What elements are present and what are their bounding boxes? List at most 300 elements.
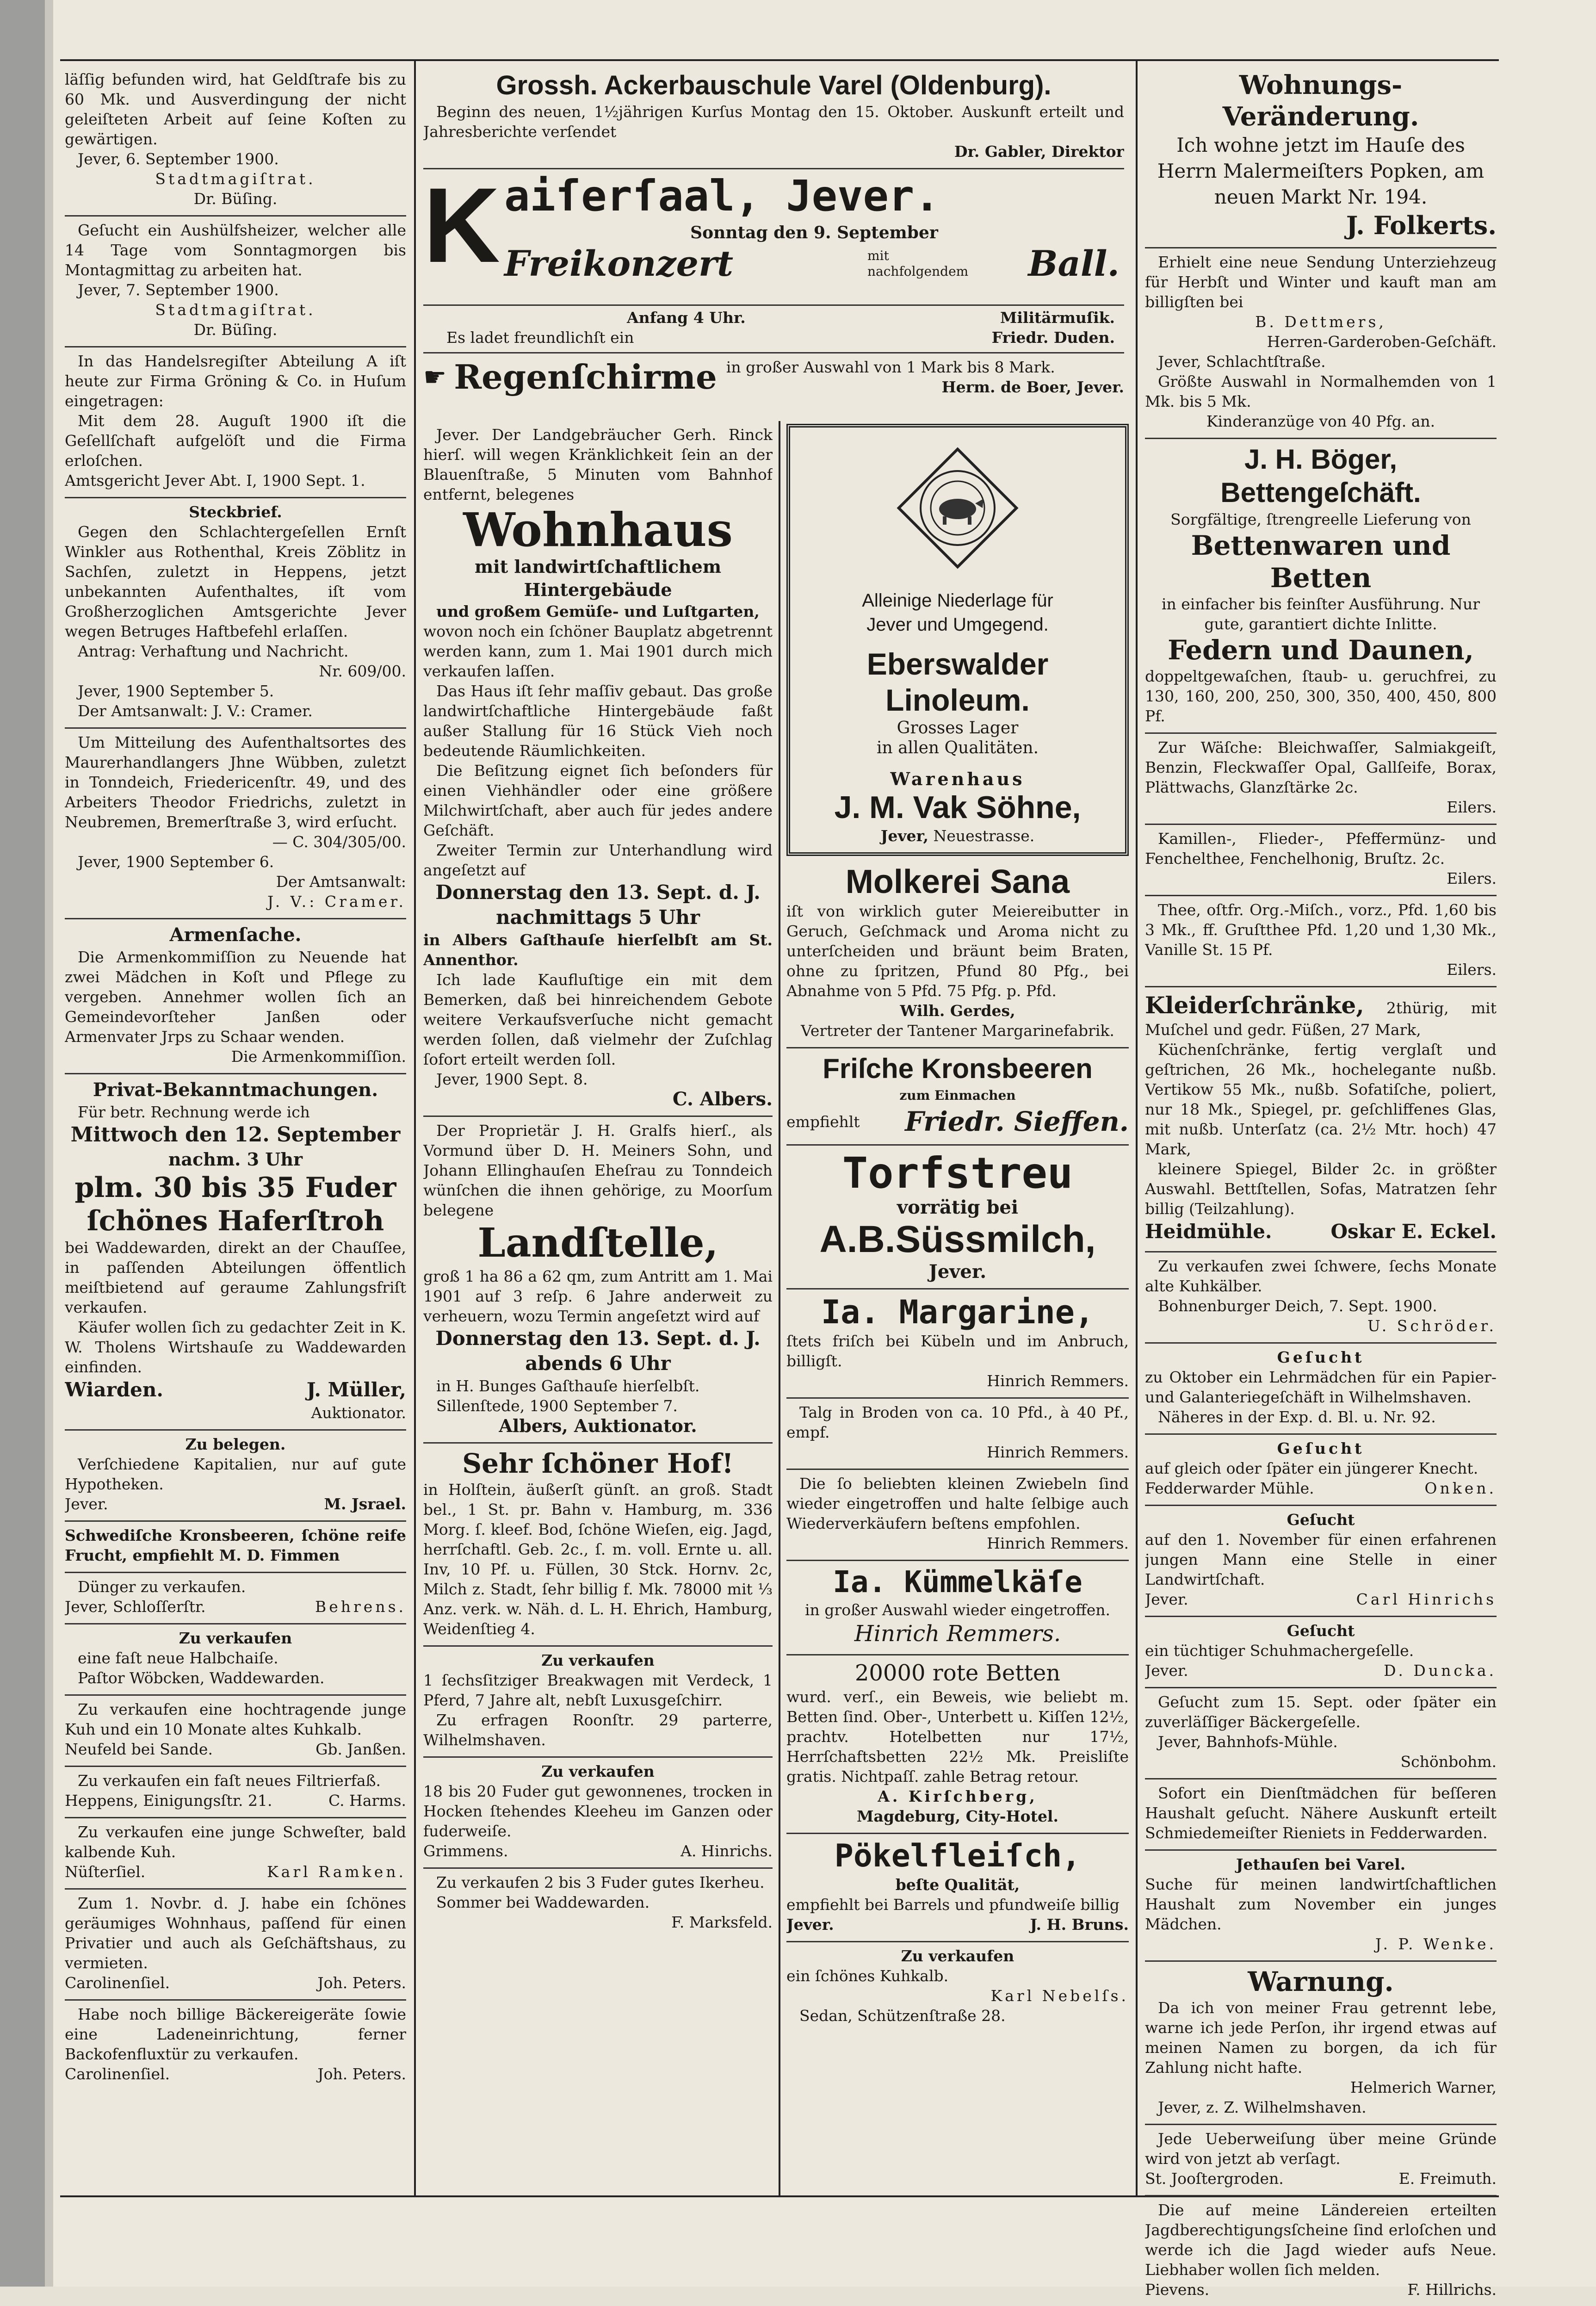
ad-headline: Sehr ſchöner Hof! xyxy=(462,1448,734,1479)
ad-headline: Linoleum. xyxy=(885,683,1030,717)
notice-signature: Amtsgericht Jever Abt. I, 1900 Sept. 1. xyxy=(65,471,365,490)
ad-haferstroh xyxy=(65,1074,406,1431)
ad-text: Geſucht zum 15. Sept. oder ſpäter ein zuverläſſiger Bäckergeſelle. xyxy=(1145,1693,1497,1731)
ad-name: J. H. Bruns. xyxy=(1030,1915,1129,1934)
ad-place: Jever, z. Z. Wilhelmshaven. xyxy=(1158,2098,1367,2116)
ad-text: Ich lade Kaufluſtige ein mit dem Bemerken, daß bei hinreichendem Gebote weitere Verkaufsverſuche nicht gemacht werden ſollen, daß vielmehr der Zuſchlag ſofort erteilt werden ſoll. xyxy=(423,971,773,1068)
ad-place: Pievens. xyxy=(1145,2281,1210,2299)
ad-signature-row xyxy=(65,1791,406,1810)
ad-headline: J. M. Vak Söhne, xyxy=(834,790,1081,825)
notice-date: Jever, 1900 September 6. xyxy=(78,853,274,871)
ad-headline: Pökelfleiſch, xyxy=(834,1838,1081,1874)
ad-signature-row xyxy=(1145,1478,1497,1498)
ad-text: zu Oktober ein Lehrmädchen für ein Papier- und Galanteriegeſchäft in Wilhelmshaven. xyxy=(1145,1368,1497,1406)
ad-place: Jever, Schlachtſtraße. xyxy=(1158,353,1326,371)
ad-time: nachm. 3 Uhr xyxy=(168,1149,303,1170)
ad-name: F. Hillrichs. xyxy=(1407,2281,1497,2299)
ad-text: Warenhaus xyxy=(890,769,1025,789)
ad-details xyxy=(726,357,1124,397)
ad-place: Jever, xyxy=(880,827,929,845)
ad-signature-row xyxy=(786,1105,1129,1138)
ad-kaisersaal-details xyxy=(423,306,1124,328)
ad-name: C. Harms. xyxy=(328,1791,406,1810)
ad-text: Das Haus iſt ſehr maſſiv gebaut. Das große landwirtſchaftliche Hintergebäude faßt außer Stallung für 16 Stück Vieh noch bedeutende Räumlichkeiten. xyxy=(423,682,773,760)
ad-kaisersaal xyxy=(423,166,1124,306)
ad-text: eine faſt neue Halbchaiſe. xyxy=(78,1649,278,1667)
ad-signature: Herm. de Boer, Jever. xyxy=(941,378,1124,396)
top-rule xyxy=(60,59,1499,61)
ad-text: groß 1 ha 86 a 62 qm, zum Antritt am 1. Mai 1901 auf 3 reſp. 6 Jahre anderweit zu verheuern, wozu Termin angeſetzt wird auf xyxy=(423,1267,773,1325)
ad-signature-row xyxy=(65,1862,406,1882)
ad-name: Oskar E. Eckel. xyxy=(1330,1220,1497,1243)
ad-text: Erhielt eine neue Sendung Unterziehzeug für Herbſt und Winter und kauft man am billigſten bei xyxy=(1145,253,1497,311)
column-2-top xyxy=(423,66,1124,403)
ad-headline: Eberswalder xyxy=(866,647,1049,681)
notice-signature: Dr. Büſing. xyxy=(193,321,278,339)
column-rule xyxy=(779,421,780,2195)
ad-text: Ich wohne jetzt im Hauſe des Herrn Malermeiſters Popken, am neuen Markt Nr. 194. xyxy=(1157,134,1485,208)
ad-margarine xyxy=(786,1289,1129,1399)
ad-signature-row xyxy=(65,1739,406,1759)
ad-initial: K xyxy=(423,166,501,285)
ad-text: Alleinige Niederlage für xyxy=(862,590,1053,611)
notice-stadtmagistrat-2 xyxy=(65,217,406,347)
ad-text: Schwediſche Kronsbeeren, ſchöne reife Frucht, empfiehlt M. D. Fimmen xyxy=(65,1526,406,1564)
ad-landstelle xyxy=(423,1117,773,1444)
ad-zu-belegen xyxy=(65,1431,406,1522)
linoleum-trademark-icon xyxy=(888,439,1027,577)
ad-text: Zu erfragen Roonſtr. 29 parterre, Wilhelmshaven. xyxy=(423,1711,773,1749)
ad-signature: C. Albers. xyxy=(672,1088,773,1110)
ad-text: in einfacher bis feinſter Ausführung. Nur gute, garantiert dichte Inlitte. xyxy=(1161,595,1480,633)
ad-place: Carolinenſiel. xyxy=(65,2065,170,2083)
ad-signature-row xyxy=(786,1915,1129,1934)
ad-ikerheu xyxy=(423,1869,773,1939)
ad-title: Zu belegen. xyxy=(185,1435,286,1453)
ad-signature: Friedr. Duden. xyxy=(991,329,1115,347)
ad-name: A. Hinrichs. xyxy=(680,1842,773,1860)
ad-warnung xyxy=(1145,1962,1497,2125)
ad-gesucht-landwirtschaft xyxy=(1145,1506,1497,1617)
ad-wohnhaus-vermieten xyxy=(65,1890,406,2001)
ad-place: Jever. xyxy=(1145,1661,1188,1680)
ad-text: ſtets friſch bei Kübeln und im Anbruch, billigſt. xyxy=(786,1332,1129,1370)
ad-text: in Holſtein, äußerſt günſt. an groß. Stadt bel., 1 St. pr. Bahn v. Hamburg, m. 336 Morg. ſ. kleef. Bod, ſchöne Wieſen, eig. Jagd, herrſchaftl. Geb. 2c., ſ. m. voll. Ernte u. all. Inv, 10 Pf. u. Füllen, 30 Stck. Hornv. 2c, Milch z. Stadt, ſehr billig f. Mk. 78000 mit ⅓ Anz. verk. w. Näh. d. L. H. Ehrich, Hamburg, Weidenſtieg 4. xyxy=(423,1481,773,1638)
ad-signature: Wilh. Gerdes, xyxy=(900,1002,1015,1020)
ad-wohnungs-veraenderung xyxy=(1145,66,1497,248)
ad-subtitle: mit landwirtſchaftlichem Hintergebäude xyxy=(474,556,722,600)
ad-role: Herren-Garderoben-Geſchäft. xyxy=(1267,333,1497,351)
ad-signature-row xyxy=(1145,2169,1497,2188)
ad-text: wurd. verſ., ein Beweis, wie beliebt m. Betten ſind. Ober-, Unterbett u. Kiſſen 12½, prachtv. Hotelbetten nur 17½, Herrſchaftsbetten 22½ Mk. Preisliſte gratis. Nichtpaſſ. zahle Betrag retour. xyxy=(786,1688,1129,1785)
ad-title: Geſucht xyxy=(1287,1511,1355,1529)
ad-place: Grimmens. xyxy=(423,1842,508,1860)
ad-boeger xyxy=(1145,439,1497,734)
notice-text: Die Armenkommiſſion zu Neuende hat zwei Mädchen in Koſt und Pflege zu vergeben. Annehmer wollen ſich an Gemeindevorſteher Janßen oder Armenvater Jrps zu Schaar wenden. xyxy=(65,948,406,1046)
ad-text: Grosses Lager xyxy=(897,719,1019,738)
ad-place: Carolinenſiel. xyxy=(65,1974,170,1992)
ad-headline: 20000 rote Betten xyxy=(854,1660,1061,1686)
column-2-left xyxy=(423,421,773,1939)
ad-headline: ſchönes Haferſtroh xyxy=(87,1205,384,1237)
ad-jagd xyxy=(1145,2196,1497,2306)
ad-signature: J. Folkerts. xyxy=(1346,211,1497,240)
ad-place: Neufeld bei Sande. xyxy=(65,1740,213,1758)
ad-text: 2thürig, mit Muſchel und gedr. Füßen, 27 Mark, xyxy=(1145,999,1497,1039)
ad-signature-row xyxy=(1145,1219,1497,1245)
ad-text: Die ſo beliebten kleinen Zwiebeln ſind wieder eingetroffen und halte ſelbige auch Wiederverkäufern beſtens empfohlen. xyxy=(786,1475,1129,1532)
notice-signature: Der Amtsanwalt: J. V.: Cramer. xyxy=(78,702,313,720)
ad-place: Jever. xyxy=(65,1495,108,1513)
ad-text: Sorgfältige, ſtrengreelle Lieferung von xyxy=(1170,510,1471,528)
ad-headline: Torfstreu xyxy=(842,1148,1073,1198)
ad-signature-row xyxy=(1145,1661,1497,1680)
ad-text: 1 ſechsſitziger Breakwagen mit Verdeck, 1 Pferd, 7 Jahre alt, nebſt Luxusgeſchirr. xyxy=(423,1671,773,1709)
ad-kleeheu xyxy=(423,1758,773,1869)
ad-text: Käufer wollen ſich zu gedachter Zeit in K. W. Tholens Wirtshauſe zu Waddewarden einfinden. xyxy=(65,1318,406,1376)
ad-text: Zu verkaufen zwei ſchwere, ſechs Monate alte Kuhkälber. xyxy=(1145,1257,1497,1295)
ad-text: mit nachfolgendem xyxy=(867,248,969,279)
ad-text: Jever und Umgegend. xyxy=(866,614,1049,635)
ad-duenger xyxy=(65,1573,406,1624)
ad-signature-row xyxy=(1145,1589,1497,1609)
column-2-right xyxy=(786,421,1129,2032)
ad-text: ein ſchönes Kuhkalb. xyxy=(786,1967,949,1985)
ad-headline: Friſche Kronsbeeren xyxy=(823,1053,1093,1084)
ad-talg xyxy=(786,1399,1129,1470)
ad-time: abends 6 Uhr xyxy=(525,1352,671,1375)
ad-gesucht-schuhmacher xyxy=(1145,1617,1497,1688)
ad-place: Jever. xyxy=(928,1261,987,1283)
ad-text: Kamillen-, Flieder-, Pfeffermünz- und Fenchelthee, Fenchelhonig, Bruſtz. 2c. xyxy=(1145,830,1497,868)
notice-authority: Stadtmagiſtrat. xyxy=(155,170,316,188)
ad-text: empfiehlt bei Barrels und pfundweiſe billig xyxy=(786,1896,1120,1914)
ad-text: Habe noch billige Bäckereigeräte ſowie eine Ladeneinrichtung, ferner Backofenfluxtür zu verkaufen. xyxy=(65,2005,406,2063)
ad-headline: Warnung. xyxy=(1248,1966,1394,1997)
ad-name: Hinrich Remmers. xyxy=(987,1534,1129,1552)
ad-name: Hinrich Remmers. xyxy=(854,1621,1061,1647)
ad-title: Grossh. Ackerbauschule Varel (Oldenburg). xyxy=(496,70,1052,100)
ad-text: Für betr. Rechnung werde ich xyxy=(78,1103,310,1121)
ad-text: Beginn des neuen, 1½jährigen Kurſus Montag den 15. Oktober. Auskunft erteilt und Jahresberichte verſendet xyxy=(423,103,1124,141)
ad-place: Wiarden. xyxy=(65,1378,163,1401)
ad-torfstreu xyxy=(786,1146,1129,1289)
ad-place: Jever, Bahnhofs-Mühle. xyxy=(1158,1733,1338,1751)
ad-signature: Dr. Gabler, Direktor xyxy=(954,143,1124,161)
notice-signature: J. V.: Cramer. xyxy=(267,893,406,911)
ad-kronsbeeren xyxy=(65,1522,406,1573)
ad-signature-row xyxy=(65,1377,406,1403)
ad-name: M. Jsrael. xyxy=(324,1495,406,1513)
ad-subtitle: und großem Gemüſe- und Luſtgarten, xyxy=(436,602,760,620)
ad-name: F. Marksfeld. xyxy=(671,1913,773,1931)
ad-time: Anfang 4 Uhr. xyxy=(627,309,746,327)
ad-regenschirme xyxy=(423,353,1124,403)
ad-gesucht-lehrmaedchen xyxy=(1145,1344,1497,1435)
ad-signature-row xyxy=(423,1841,773,1861)
ad-place: Nüſterſiel. xyxy=(65,1863,146,1881)
ad-halbchaise xyxy=(65,1624,406,1696)
ad-text: auf gleich oder ſpäter ein jüngerer Knecht. xyxy=(1145,1459,1478,1477)
ad-text: Die auf meine Ländereien erteilten Jagdberechtigungsſcheine ſind erloſchen und werde ich die Jagd wieder aufs Neue. Liebhaber wollen ſich melden. xyxy=(1145,2201,1497,2279)
notice-date: Jever, 7. September 1900. xyxy=(78,281,279,299)
ad-text: Verſchiedene Kapitalien, nur auf gute Hypotheken. xyxy=(65,1455,406,1493)
ad-headline: Freikonzert xyxy=(504,243,734,284)
notice-number: — C. 304/305/00. xyxy=(272,833,406,851)
ad-text: Küchenſchränke, fertig verglaſt und geſtrichen, 26 Mk., hochelegante nußb. Vertikow 55 Mk., nußb. Sofatiſche, poliert, nur 18 Mk., Spiegel, pr. geſchliffenes Glas, mit nußb. Unterſatz (ca. 2½ Mtr. hoch) 47 Mark, xyxy=(1145,1041,1497,1158)
ad-address xyxy=(797,826,1119,846)
ad-place: in Albers Gaſthauſe hierſelbſt am St. Annenthor. xyxy=(423,931,773,969)
ad-text: in großer Auswahl von 1 Mark bis 8 Mark. xyxy=(726,358,1055,376)
ad-name: D. Duncka. xyxy=(1384,1661,1497,1680)
ad-place: Jever. xyxy=(1145,1590,1188,1608)
ad-date: Donnerstag den 13. Sept. d. J. xyxy=(435,881,761,904)
ad-dienstmaedchen xyxy=(1145,1779,1497,1851)
ad-place: Fedderwarder Mühle. xyxy=(1145,1479,1314,1497)
notice-date: Jever, 6. September 1900. xyxy=(78,150,279,168)
ad-signature-row xyxy=(65,1973,406,1993)
ad-text: 18 bis 20 Fuder gut gewonnenes, trocken in Hocken ſtehendes Kleeheu im Ganzen oder fuderweiſe. xyxy=(423,1782,773,1840)
notice-armensache xyxy=(65,919,406,1074)
notice-signature: Dr. Büſing. xyxy=(193,190,278,208)
ad-name: Karl Ramken. xyxy=(267,1863,406,1881)
notice-authority: Stadtmagiſtrat. xyxy=(155,301,316,319)
ad-title: Geſucht xyxy=(1277,1439,1365,1457)
ad-subtitle: beſte Qualität, xyxy=(895,1876,1020,1894)
ad-kuh xyxy=(65,1696,406,1767)
section-title: Privat-Bekanntmachungen. xyxy=(93,1079,378,1101)
ad-text: Dünger zu verkaufen. xyxy=(78,1578,246,1596)
ad-name: Friedr. Sieffen. xyxy=(905,1106,1129,1137)
notice-handelsregister xyxy=(65,347,406,498)
ad-text: Es ladet freundlichſt ein xyxy=(446,329,634,347)
ad-place: Heidmühle. xyxy=(1145,1220,1272,1243)
ad-text: Jever. Der Landgebräucher Gerh. Rinck hierſ. will wegen Kränklichkeit ſein an der Blauenſtraße, 5 Minuten vom Bahnhof entfernt, belegenes xyxy=(423,426,773,503)
ad-text: Zweiter Termin zur Unterhandlung wird angeſetzt auf xyxy=(423,841,773,879)
ad-text: Die Beſitzung eignet ſich beſonders für einen Viehhändler oder eine größere Milchwirtſchaft, aber auch für jedes andere Geſchäft. xyxy=(423,762,773,839)
ad-text: Zu verkaufen ein faſt neues Filtrierfaß. xyxy=(78,1772,381,1790)
ad-gesucht-knecht xyxy=(1145,1435,1497,1506)
ad-place: in H. Bunges Gaſthauſe hierſelbſt. xyxy=(436,1377,700,1395)
ad-place: Jever. xyxy=(786,1915,834,1934)
ad-name: J. P. Wenke. xyxy=(1375,1935,1497,1953)
ad-place: Heppens, Einigungsſtr. 21. xyxy=(65,1791,272,1810)
ad-place: Magdeburg, City-Hotel. xyxy=(857,1807,1058,1825)
page-edge xyxy=(45,0,53,2287)
ad-place: Bohnenburger Deich, 7. Sept. 1900. xyxy=(1158,1297,1437,1315)
ad-text: iſt von wirklich guter Meiereibutter in Geruch, Geſchmack und Aroma nicht zu unterſcheiden und bräunt beim Braten, ohne zu ſpritzen, Pfund 80 Pfg., bei Abnahme von 5 Pfd. 75 Pfg. p. Pfd. xyxy=(786,902,1129,1000)
ad-text: ein tüchtiger Schuhmachergeſelle. xyxy=(1145,1642,1414,1660)
ad-jethausen xyxy=(1145,1851,1497,1962)
ad-text: Zum 1. Novbr. d. J. habe ein ſchönes geräumiges Wohnhaus, paſſend für einen Privatier und auch als Geſchäftshaus, zu vermieten. xyxy=(65,1894,406,1972)
ad-signature-row xyxy=(1145,2280,1497,2300)
ad-text: Jede Ueberweiſung über meine Gründe wird von jetzt ab verſagt. xyxy=(1145,2130,1497,2168)
ad-text: Näheres in der Exp. d. Bl. u. Nr. 92. xyxy=(1158,1408,1436,1426)
ad-molkerei-sana xyxy=(786,859,1129,1048)
ad-name: Gb. Janßen. xyxy=(315,1740,406,1758)
ad-kuhkalb xyxy=(786,1942,1129,2032)
ad-headline: Ball. xyxy=(1028,243,1120,284)
column-rule xyxy=(414,61,416,2195)
ad-place: St. Jooſtergroden. xyxy=(1145,2170,1284,2188)
ad-subtitle: vorrätig bei xyxy=(897,1196,1019,1218)
ad-title: aiſerſaal, Jever. xyxy=(504,171,940,221)
ad-name: Eilers. xyxy=(1447,961,1497,979)
ad-place: Paſtor Wöbcken, Waddewarden. xyxy=(78,1669,325,1687)
ad-role: Vertreter der Tantener Margarinefabrik. xyxy=(801,1022,1114,1040)
ad-signature-row xyxy=(65,1597,406,1617)
ad-name: Joh. Peters. xyxy=(317,1974,406,1992)
ad-text: in allen Qualitäten. xyxy=(876,738,1039,757)
ad-title: Zu verkaufen xyxy=(541,1762,655,1780)
ad-date: Sonntag den 9. September xyxy=(690,223,938,242)
ad-headline: Ia. Kümmelkäſe xyxy=(833,1565,1083,1599)
notice-date: Jever, 1900 September 5. xyxy=(78,682,274,700)
ad-headline: Federn und Daunen, xyxy=(1168,634,1474,666)
ad-title: Regenſchirme xyxy=(454,357,717,397)
ad-zwiebeln xyxy=(786,1470,1129,1561)
column-rule xyxy=(1136,61,1138,2195)
ad-text: kleinere Spiegel, Bilder 2c. in größter Auswahl. Bettſtellen, Sofas, Matratzen ſehr billig (Teilzahlung). xyxy=(1145,1160,1497,1218)
ad-date: Sillenſtede, 1900 September 7. xyxy=(436,1397,678,1415)
ad-headline: Wohnhaus xyxy=(463,502,733,557)
notice-text: Geſucht ein Aushülfsheizer, welcher alle 14 Tage vom Sonntagmorgen bis Montagmittag zu arbeiten hat. xyxy=(65,221,406,279)
ad-title: Jethauſen bei Varel. xyxy=(1236,1855,1406,1873)
column-3 xyxy=(1145,66,1497,2306)
ad-name: E. Freimuth. xyxy=(1398,2170,1497,2188)
ad-kuhkaelber xyxy=(1145,1252,1497,1344)
ad-date: Donnerstag den 13. Sept. d. J. xyxy=(435,1327,761,1350)
ad-name: Joh. Peters. xyxy=(317,2065,406,2083)
notice-text: Antrag: Verhaftung und Nachricht. xyxy=(78,642,349,660)
ad-text: Kinderanzüge von 40 Pfg. an. xyxy=(1206,412,1435,430)
ad-text: Der Proprietär J. H. Gralfs hierſ., als Vormund über D. H. Meiners Sohn, und Johann Ellinghauſen Eheſrau zu Tonndeich wünſchen die ihnen gehörige, zu Moorſum belegene xyxy=(423,1122,773,1219)
ad-name: Hinrich Remmers. xyxy=(987,1443,1129,1461)
ad-text: Zur Wäſche: Bleichwaſſer, Salmiakgeiſt, Benzin, Fleckwaſſer Opal, Gallſeife, Borax, Plättwachs, Glanzſtärke 2c. xyxy=(1145,738,1497,796)
ad-time: nachmittags 5 Uhr xyxy=(495,906,700,929)
ad-text: Zu verkaufen eine hochtragende junge Kuh und ein 10 Monate altes Kuhkalb. xyxy=(65,1700,406,1738)
ad-kleiderschraenke xyxy=(1145,987,1497,1252)
ad-text: Talg in Broden von ca. 10 Pfd., à 40 Pf., empf. xyxy=(786,1403,1129,1441)
ad-street: Neuestrasse. xyxy=(933,827,1035,845)
ad-eilers-orgmisch xyxy=(1145,896,1497,987)
ad-text: Suche für meinen landwirtſchaftlichen Haushalt zum November ein junges Mädchen. xyxy=(1145,1875,1497,1933)
notice-aufenthaltsort xyxy=(65,729,406,919)
ad-ackerbauschule xyxy=(423,66,1124,169)
ad-text: Sofort ein Dienſtmädchen für beſſeren Haushalt geſucht. Nähere Auskunft erteilt Schmiedemeiſter Rieniets in Fedderwarden. xyxy=(1145,1784,1497,1842)
ad-ueberweisung xyxy=(1145,2125,1497,2196)
ad-date: Mittwoch den 12. September xyxy=(70,1123,401,1147)
ad-text: Militärmuſik. xyxy=(1000,309,1115,327)
ad-kaisersaal-sign xyxy=(423,328,1124,353)
ad-eilers-waesche xyxy=(1145,734,1497,825)
ad-kuemmelkaese xyxy=(786,1561,1129,1655)
ad-headline: Bettenwaren und Betten xyxy=(1191,530,1451,594)
ad-name: Schönbohm. xyxy=(1400,1753,1497,1771)
ad-title: Geſucht xyxy=(1277,1348,1365,1366)
ad-name: U. Schröder. xyxy=(1367,1317,1497,1335)
ad-signature-row xyxy=(65,2064,406,2084)
ad-text: Zu verkaufen 2 bis 3 Fuder gutes Ikerheu. xyxy=(436,1873,765,1891)
ad-name: A.B.Süssmilch, xyxy=(819,1218,1096,1260)
ad-rote-betten xyxy=(786,1655,1129,1834)
ad-text: in großer Auswahl wieder eingetroffen. xyxy=(805,1601,1110,1619)
notice-text: Mit dem 28. Auguſt 1900 iſt die Geſellſchaft aufgelöſt und die Firma erloſchen. xyxy=(65,412,406,470)
ad-headline: Molkerei Sana xyxy=(845,863,1070,900)
notice-title: Steckbrief. xyxy=(189,503,282,521)
ad-text: auf den 1. November für einen erfahrenen jungen Mann eine Stelle in einer Landwirtſchaft. xyxy=(1145,1531,1497,1588)
ad-gesucht-baecker xyxy=(1145,1688,1497,1779)
ad-date: Jever, 1900 Sept. 8. xyxy=(436,1070,588,1088)
ad-text: wovon noch ein ſchöner Bauplatz abgetrennt werden kann, zum 1. Mai 1901 durch mich verkaufen laſſen. xyxy=(423,622,773,680)
notice-text: läſſig befunden wird, hat Geldſtrafe bis zu 60 Mk. und Ausverdingung der nicht geleiſteten Arbeit auf ſeine Koſten zu gewärtigen. xyxy=(65,70,406,148)
ad-name: Karl Nebelſs. xyxy=(990,1987,1129,2005)
book-gutter xyxy=(0,0,53,2287)
ad-place: Sedan, Schützenſtraße 28. xyxy=(799,2007,1006,2025)
ad-signature: Albers, Auktionator. xyxy=(499,1415,697,1436)
ad-subtitle: zum Einmachen xyxy=(899,1088,1016,1103)
notice-signature: Die Armenkommiſſion. xyxy=(231,1048,406,1066)
ad-text: Zu verkaufen eine junge Schweſter, bald kalbende Kuh. xyxy=(65,1823,406,1861)
ad-title: Geſucht xyxy=(1287,1622,1355,1640)
ad-signature-row xyxy=(65,1494,406,1514)
notice-signature: Der Amtsanwalt: xyxy=(276,873,406,891)
ad-baeckereigeraete xyxy=(65,2001,406,2090)
ad-text: Thee, oſtfr. Org.-Miſch., vorz., Pfd. 1,60 bis 3 Mk., ff. Gruſtthee Pfd. 1,20 und 1,30 Mk., Vanille St. 15 Pf. xyxy=(1145,901,1497,959)
column-1 xyxy=(65,66,406,2090)
ad-dettmers xyxy=(1145,248,1497,439)
ad-headline: J. H. Böger, Bettengeſchäft. xyxy=(1220,444,1421,508)
ad-linoleum xyxy=(786,424,1129,856)
ad-filtrierfass xyxy=(65,1767,406,1818)
ad-name: Behrens. xyxy=(315,1598,406,1616)
ad-role: Auktionator. xyxy=(311,1404,406,1422)
ad-title: Zu verkaufen xyxy=(541,1651,655,1669)
notice-title: Armenſache. xyxy=(169,924,302,946)
ad-title-line xyxy=(1145,991,1497,1040)
ad-text: doppeltgewaſchen, ſtaub- u. geruchfrei, zu 130, 160, 200, 250, 300, 350, 400, 450, 800 Pf. xyxy=(1145,667,1497,725)
ad-headline: Ia. Margarine, xyxy=(821,1293,1094,1331)
ad-schwester-kuh xyxy=(65,1818,406,1890)
ad-eilers-thee xyxy=(1145,825,1497,896)
ad-headline: Wohnungs-Veränderung. xyxy=(1222,70,1419,132)
ad-name: Onken. xyxy=(1424,1479,1497,1497)
notice-text: Gegen den Schlachtergeſellen Ernſt Winkler aus Rothenthal, Kreis Zöblitz in Sachſen, zuletzt in Heppens, jetzt unbekannten Aufenthaltes, iſt vom Großherzoglichen Amtsgerichte Jever wegen Betruges Haftbefehl erlaſſen. xyxy=(65,523,406,640)
ad-title: Zu verkaufen xyxy=(901,1947,1015,1965)
notice-text: In das Handelsregiſter Abteilung A iſt heute zur Firma Gröning & Co. in Huſum eingetragen: xyxy=(65,352,406,410)
ad-poekelfleisch xyxy=(786,1834,1129,1942)
pointing-hand-icon: ☛ xyxy=(423,362,447,392)
ad-name: J. Müller, xyxy=(306,1378,406,1401)
notice-text: Um Mitteilung des Aufenthaltsortes des Maurerhandlangers Jhne Wübben, zuletzt in Tonndeich, Friedericenſtr. 49, und des Arbeiters Theodor Friedrichs, zuletzt in Neubremen, Bremerſtraße 3, wird erſucht. xyxy=(65,733,406,831)
ad-headline: plm. 30 bis 35 Fuder xyxy=(74,1172,396,1204)
ad-wohnhaus xyxy=(423,421,773,1117)
ad-name: Eilers. xyxy=(1447,798,1497,816)
ad-text: Da ich von meiner Frau getrennt lebe, warne ich jede Perſon, ihr irgend etwas auf meinen Namen zu borgen, da ich für Zahlung nicht hafte. xyxy=(1145,1999,1497,2077)
ad-place: Jever, Schloſſerſtr. xyxy=(65,1598,206,1616)
ad-name: Helmerich Warner, xyxy=(1350,2078,1497,2096)
notice-stadtmagistrat-1 xyxy=(65,66,406,217)
ad-name: B. Dettmers, xyxy=(1255,313,1386,331)
ad-text: bei Waddewarden, direkt an der Chauſſee, in paſſenden Abteilungen öffentlich meiſtbietend auf geraume Zahlungsfriſt verkaufen. xyxy=(65,1239,406,1316)
ad-text: Größte Auswahl in Normalhemden von 1 Mk. bis 5 Mk. xyxy=(1145,372,1497,410)
ad-title: Zu verkaufen xyxy=(179,1629,292,1647)
ad-text: empfiehlt xyxy=(786,1112,860,1131)
notice-steckbrief xyxy=(65,498,406,729)
ad-kronsbeeren-friedr xyxy=(786,1048,1129,1146)
ad-name: Carl Hinrichs xyxy=(1356,1590,1497,1608)
ad-hof xyxy=(423,1444,773,1647)
